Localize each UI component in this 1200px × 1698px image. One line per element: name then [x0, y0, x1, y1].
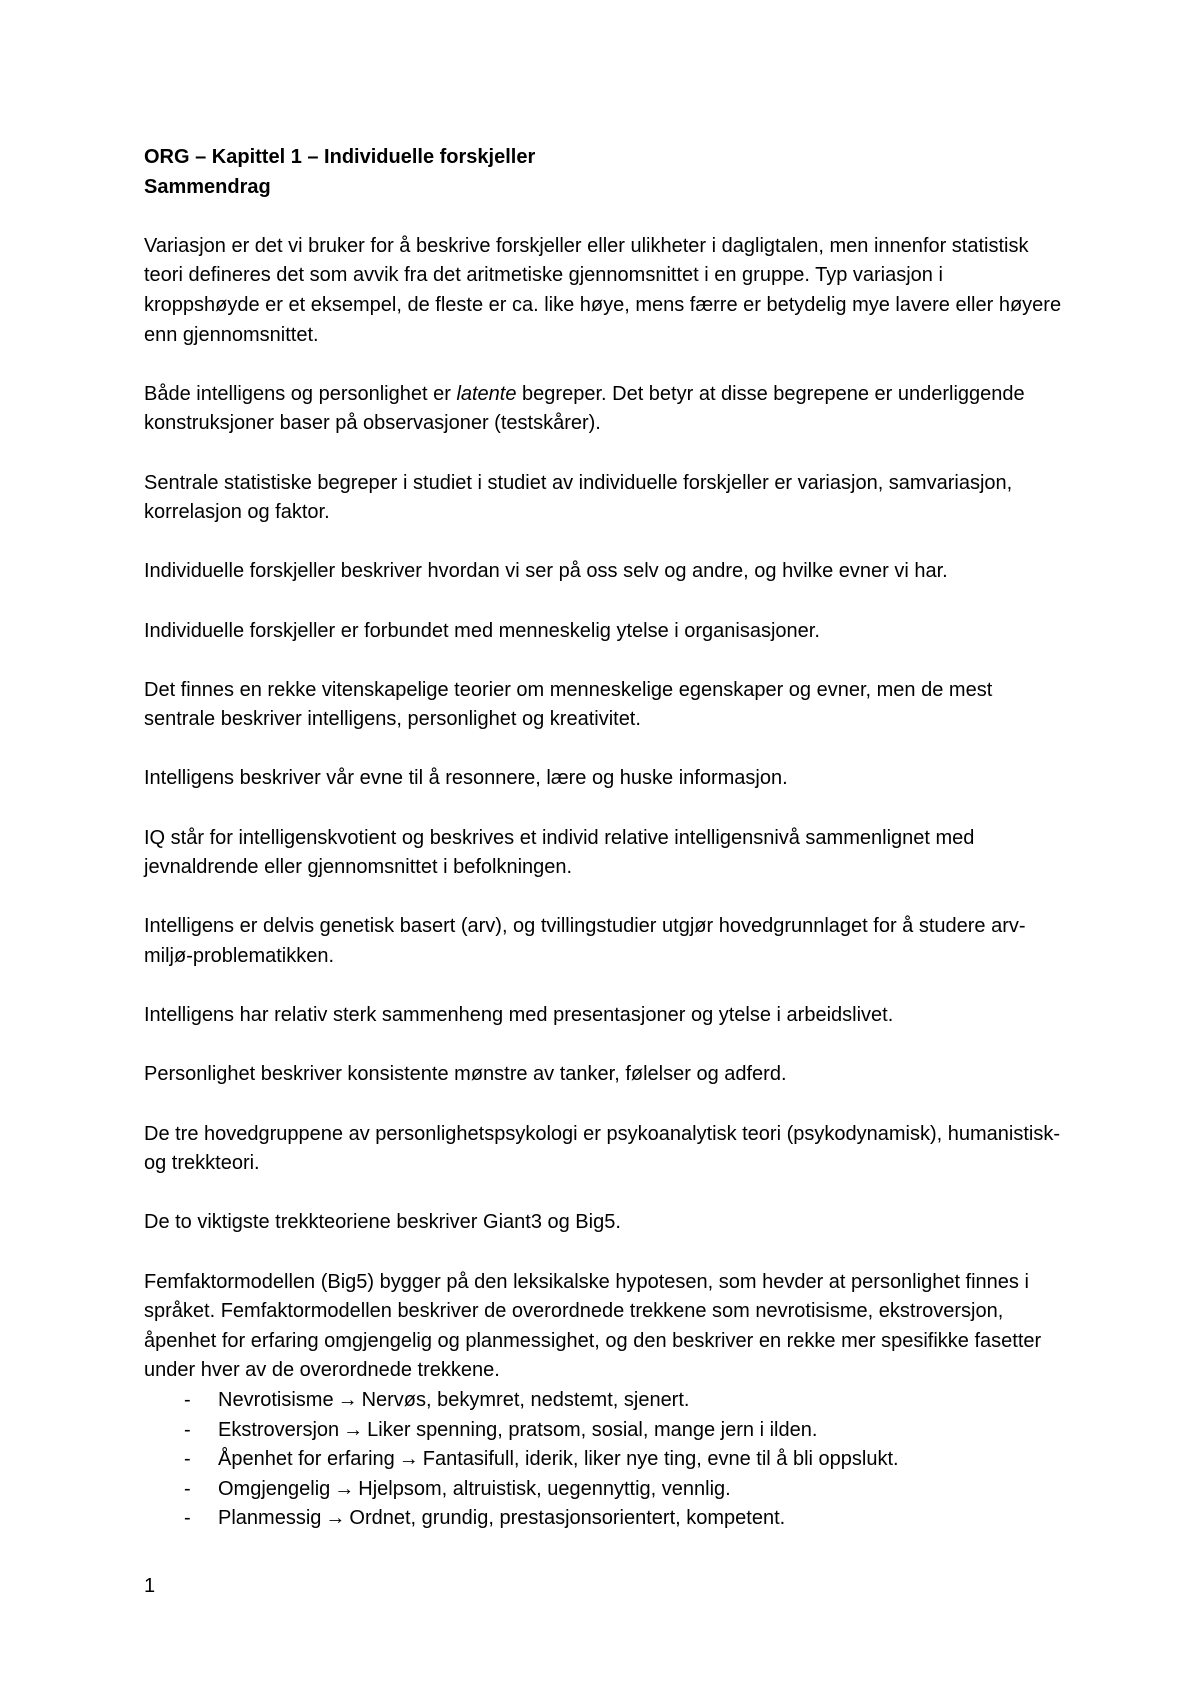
list-item [144, 1504, 1064, 1534]
trait-term: Åpenhet for erfaring [218, 1448, 395, 1471]
paragraph-statistiske-begreper: Sentrale statistiske begreper i studiet i studiet av individuelle forskjeller er variasjon, samvariasjon, korrelasjon og faktor. [144, 471, 1013, 524]
document-subtitle: Sammendrag [144, 175, 271, 198]
dash-bullet: - [184, 1507, 191, 1530]
list-item [144, 1416, 1064, 1446]
trait-description: Fantasifull, iderik, liker nye ting, evne til å bli oppslukt. [422, 1448, 899, 1471]
trait-term: Ekstroversjon [218, 1418, 340, 1441]
paragraph-individuelle-forskjeller: Individuelle forskjeller beskriver hvordan vi ser på oss selv og andre, og hvilke evner vi har. [144, 560, 948, 583]
trait-term: Omgjengelig [218, 1477, 331, 1500]
arrow-right-icon: → [334, 1477, 355, 1500]
dash-bullet: - [184, 1388, 191, 1411]
paragraph-arbeidsliv: Intelligens har relativ sterk sammenheng med presentasjoner og ytelse i arbeidslivet. [144, 1004, 894, 1027]
trait-description: Nervøs, bekymret, nedstemt, sjenert. [361, 1388, 690, 1411]
paragraph-teorier: Det finnes en rekke vitenskapelige teorier om menneskelige egenskaper og evner, men de mest sentrale beskriver intelligens, personlighet og kreativitet. [144, 678, 993, 731]
list-item [144, 1445, 1064, 1475]
arrow-right-icon: → [398, 1448, 419, 1471]
list-item [144, 1475, 1064, 1505]
dash-bullet: - [184, 1418, 191, 1441]
arrow-right-icon: → [325, 1507, 346, 1530]
paragraph-trekkteorier: De to viktigste trekkteoriene beskriver Giant3 og Big5. [144, 1211, 621, 1234]
paragraph-ytelse: Individuelle forskjeller er forbundet med menneskelig ytelse i organisasjoner. [144, 619, 820, 642]
trait-term: Nevrotisisme [218, 1388, 334, 1411]
paragraph-intelligens: Intelligens beskriver vår evne til å resonnere, lære og huske informasjon. [144, 767, 788, 790]
trait-description: Ordnet, grundig, prestasjonsorientert, kompetent. [349, 1507, 786, 1530]
arrow-right-icon: → [343, 1418, 364, 1441]
blank-line [144, 202, 1064, 232]
document-title: ORG – Kapittel 1 – Individuelle forskjeller [144, 146, 536, 168]
paragraph-latente-begreper [144, 380, 1064, 439]
paragraph-iq: IQ står for intelligenskvotient og beskrives et individ relative intelligensnivå sammenlignet med jevnaldrende eller gjennomsnittet i befolkningen. [144, 826, 975, 879]
dash-bullet: - [184, 1477, 191, 1500]
list-item [144, 1386, 1064, 1416]
paragraph-text: begreper. Det betyr at disse begrepene er underliggende konstruksjoner baser på observasjoner (testskårer). [144, 382, 1025, 435]
trait-description: Liker spenning, pratsom, sosial, mange jern i ilden. [367, 1418, 818, 1441]
dash-bullet: - [184, 1448, 191, 1471]
paragraph-personlighet: Personlighet beskriver konsistente mønstre av tanker, følelser og adferd. [144, 1063, 787, 1086]
italic-term: latente [456, 382, 517, 405]
paragraph-hovedgrupper: De tre hovedgruppene av personlighetspsykologi er psykoanalytisk teori (psykodynamisk), humanistisk- og trekkteori. [144, 1122, 1060, 1175]
trait-term: Planmessig [218, 1507, 322, 1530]
paragraph-genetikk: Intelligens er delvis genetisk basert (arv), og tvillingstudier utgjør hovedgrunnlaget for å studere arv-miljø-problematikken. [144, 915, 1026, 968]
paragraph-femfaktormodellen: Femfaktormodellen (Big5) bygger på den leksikalske hypotesen, som hevder at personlighet finnes i språket. Femfaktormodellen beskriver de overordnede trekkene som nevrotisisme, ekstroversjon, åpenhet for erfaring omgjengelig og planmessighet, og den beskriver en rekke mer spesifikke fasetter under hver av de overordnede trekkene. [144, 1270, 1042, 1382]
document-body [144, 143, 1064, 1534]
arrow-right-icon: → [337, 1388, 358, 1411]
trait-description: Hjelpsom, altruistisk, uegennyttig, vennlig. [358, 1477, 731, 1500]
paragraph-text: Både intelligens og personlighet er [144, 382, 457, 405]
page-number: 1 [144, 1575, 156, 1597]
big5-trait-list [144, 1386, 1064, 1534]
paragraph-variasjon: Variasjon er det vi bruker for å beskrive forskjeller eller ulikheter i dagligtalen, men innenfor statistisk teori defineres det som avvik fra det aritmetiske gjennomsnittet i en gruppe. Typ variasjon i kroppshøyde er et eksempel, de fleste er ca. like høye, mens færre er betydelig mye lavere eller høyere enn gjennomsnittet. [144, 234, 1062, 346]
